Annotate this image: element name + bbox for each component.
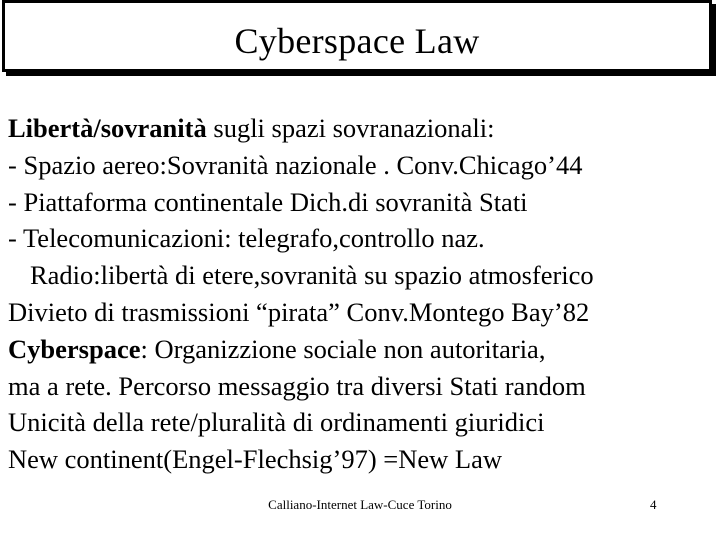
body-line-6: Divieto di trasmissioni “pirata” Conv.Montego Bay’82 [8, 296, 590, 327]
body-line-9: Unicità della rete/pluralità di ordinamenti giuridici [8, 407, 545, 438]
body-line-5: Radio:libertà di etere,sovranità su spazio atmosferico [30, 260, 594, 291]
slide-title-box [2, 0, 712, 72]
bold-term-cyberspace: Cyberspace [8, 333, 141, 364]
body-line-3: - Piattaforma continentale Dich.di sovranità Stati [8, 186, 528, 217]
slide-title: Cyberspace Law [234, 21, 480, 61]
page-number: 4 [650, 497, 657, 512]
body-line-7-text: : Organizzione sociale non autoritaria, [140, 333, 546, 364]
body-line-2: - Spazio aereo:Sovranità nazionale . Conv.Chicago’44 [8, 149, 583, 180]
slide-footer: Calliano-Internet Law-Cuce Torino [268, 497, 452, 512]
body-line-8: ma a rete. Percorso messaggio tra diversi Stati random [8, 370, 586, 401]
body-line-10: New continent(Engel-Flechsig’97) =New Law [8, 444, 503, 475]
body-line-1-text: sugli spazi sovranazionali: [206, 113, 495, 143]
body-line-4: - Telecomunicazioni: telegrafo,controllo naz. [8, 223, 485, 254]
bold-term-liberta: Libertà/sovranità [8, 113, 207, 143]
body-line-7 [8, 331, 716, 368]
slide-body [8, 110, 716, 478]
body-line-1 [8, 110, 716, 147]
